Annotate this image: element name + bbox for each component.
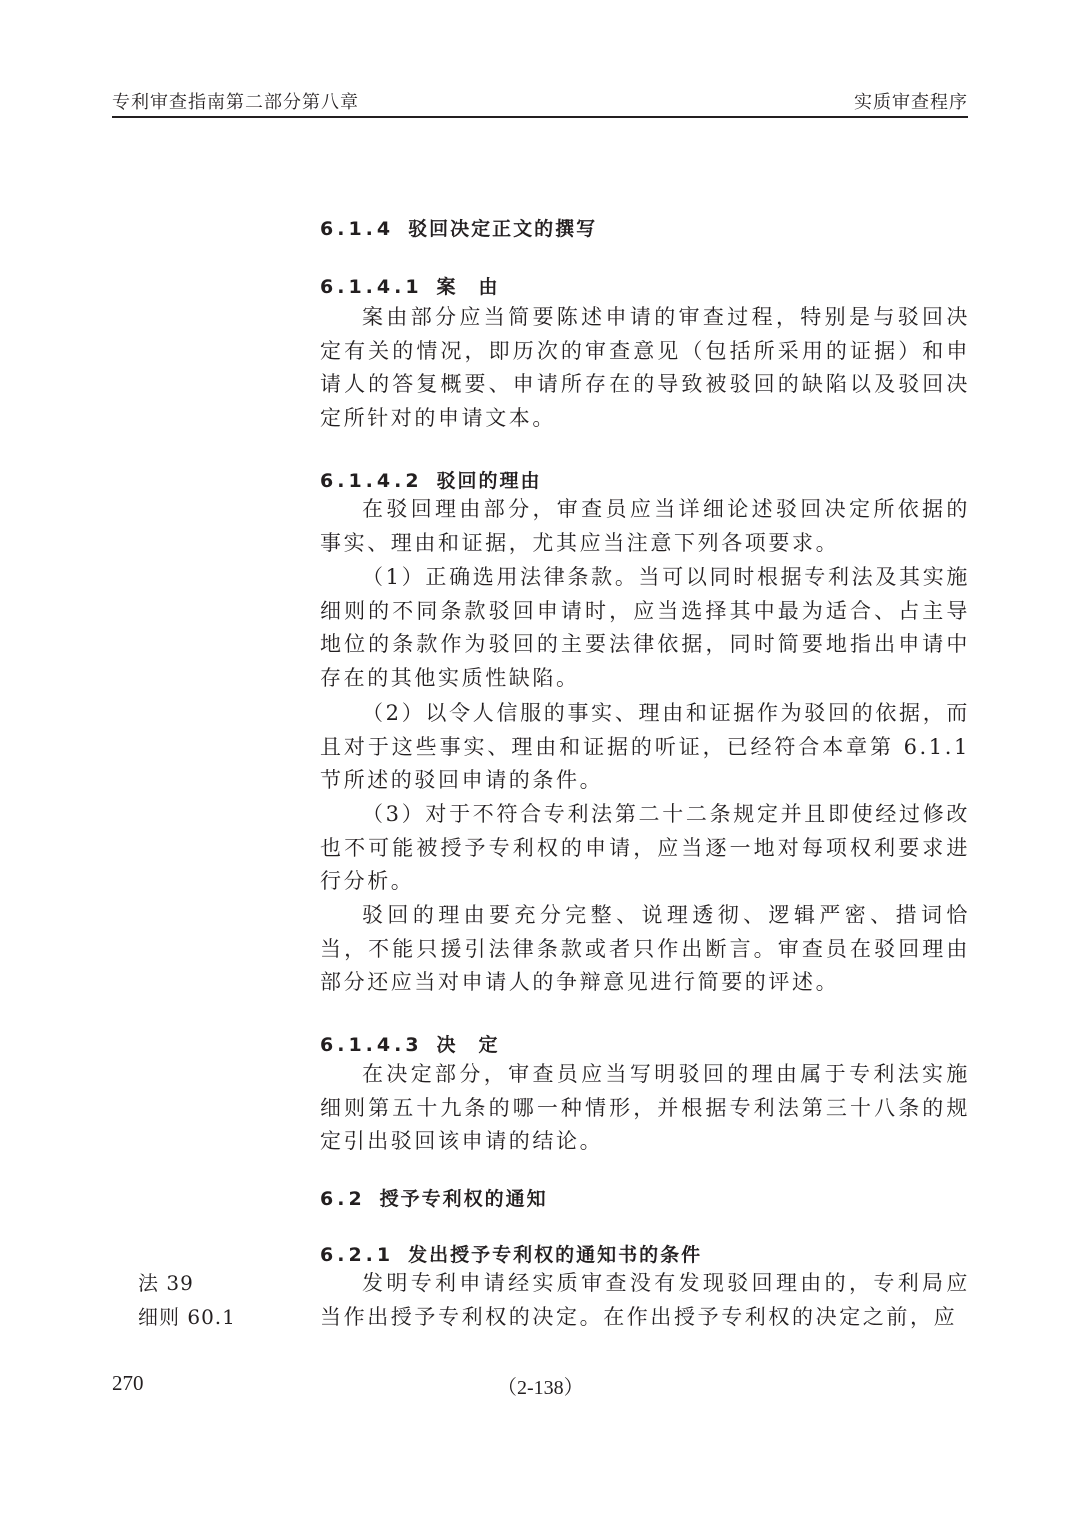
heading-number: 6.2 <box>320 1188 366 1210</box>
heading-6-2 <box>320 1184 548 1211</box>
paragraph-requirement-2: （2）以令人信服的事实、理由和证据作为驳回的依据，而且对于这些事实、理由和证据的听证，已经符合本章第 6.1.1节所述的驳回申请的条件。 <box>320 701 970 792</box>
heading-title: 决 定 <box>436 1034 500 1056</box>
page-reference: （2-138） <box>497 1377 584 1399</box>
heading-number: 6.2.1 <box>320 1244 395 1266</box>
running-header <box>112 86 968 118</box>
heading-title: 发出授予专利权的通知书的条件 <box>408 1244 703 1266</box>
heading-number: 6.1.4 <box>320 218 395 240</box>
margin-note-rule: 细则 60.1 <box>138 1305 236 1329</box>
heading-6-1-4 <box>320 214 597 241</box>
heading-title: 驳回决定正文的撰写 <box>408 218 598 240</box>
paragraph-reason-completeness: 驳回的理由要充分完整、说理透彻、逻辑严密、措词恰当，不能只援引法律条款或者只作出断言。审查员在驳回理由部分还应当对申请人的争辩意见进行简要的评述。 <box>320 903 970 994</box>
heading-number: 6.1.4.1 <box>320 276 423 298</box>
heading-title: 驳回的理由 <box>436 470 542 492</box>
heading-number: 6.1.4.2 <box>320 470 423 492</box>
paragraph-requirement-3: （3）对于不符合专利法第二十二条规定并且即使经过修改也不可能被授予专利权的申请，应当逐一地对每项权利要求进行分析。 <box>320 802 970 893</box>
heading-title: 授予专利权的通知 <box>379 1188 548 1210</box>
header-chapter-title: 专利审查指南第二部分第八章 <box>112 92 359 113</box>
paragraph-grant-conditions: 发明专利申请经实质审查没有发现驳回理由的，专利局应当作出授予专利权的决定。在作出授予专利权的决定之前，应 <box>320 1271 970 1329</box>
heading-title: 案 由 <box>436 276 500 298</box>
paragraph-requirement-1: （1）正确选用法律条款。当可以同时根据专利法及其实施细则的不同条款驳回申请时，应当选择其中最为适合、占主导地位的条款作为驳回的主要法律依据，同时简要地指出申请中存在的其他实质性缺陷。 <box>320 565 970 690</box>
heading-6-1-4-1 <box>320 272 500 299</box>
header-section-title: 实质审查程序 <box>854 92 968 113</box>
heading-6-1-4-3 <box>320 1030 500 1057</box>
paragraph-case-reason: 案由部分应当简要陈述申请的审查过程，特别是与驳回决定有关的情况，即历次的审查意见（包括所采用的证据）和申请人的答复概要、申请所存在的导致被驳回的缺陷以及驳回决定所针对的申请文本。 <box>320 305 970 430</box>
heading-6-2-1 <box>320 1240 702 1267</box>
heading-number: 6.1.4.3 <box>320 1034 423 1056</box>
margin-note-law: 法 39 <box>138 1271 194 1295</box>
page-number: 270 <box>112 1371 144 1395</box>
paragraph-decision: 在决定部分，审查员应当写明驳回的理由属于专利法实施细则第五十九条的哪一种情形，并根据专利法第三十八条的规定引出驳回该申请的结论。 <box>320 1062 970 1153</box>
heading-6-1-4-2 <box>320 466 542 493</box>
paragraph-rejection-intro: 在驳回理由部分，审查员应当详细论述驳回决定所依据的事实、理由和证据，尤其应当注意下列各项要求。 <box>320 497 970 555</box>
